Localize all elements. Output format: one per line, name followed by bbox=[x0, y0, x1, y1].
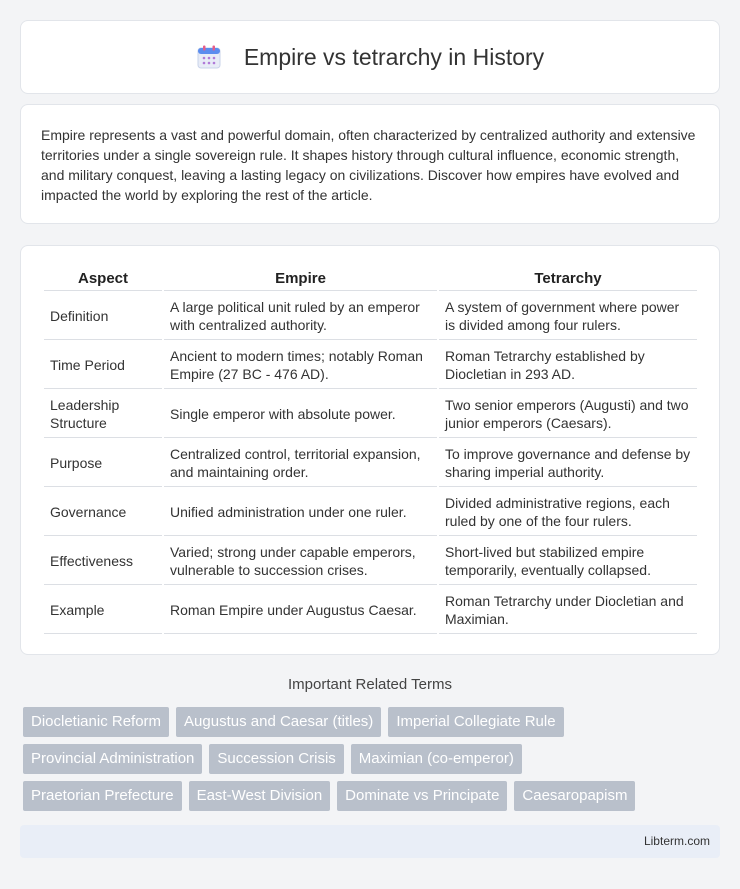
related-terms-list bbox=[23, 707, 723, 818]
empire-cell: A large political unit ruled by an emperor with centralized authority. bbox=[164, 293, 437, 340]
comparison-card bbox=[20, 245, 720, 655]
related-term-tag[interactable]: Succession Crisis bbox=[209, 744, 343, 774]
table-row bbox=[44, 342, 697, 389]
table-row bbox=[44, 489, 697, 536]
related-term-tag[interactable]: Praetorian Prefecture bbox=[23, 781, 182, 811]
title-card bbox=[20, 20, 720, 94]
tetrarchy-cell: Short-lived but stabilized empire temporarily, eventually collapsed. bbox=[439, 538, 697, 585]
tetrarchy-cell: Roman Tetrarchy established by Diocletian in 293 AD. bbox=[439, 342, 697, 389]
calendar-icon bbox=[196, 44, 222, 70]
tag-row bbox=[23, 707, 723, 737]
intro-text: Empire represents a vast and powerful domain, often characterized by centralized authority and extensive territories under a single sovereign rule. It shapes history through cultural influence, economic strength, and military conquest, leaving a lasting legacy on civilizations. Discover how empires have evolved and impacted the world by exploring the rest of the article. bbox=[41, 127, 696, 203]
tetrarchy-cell: Roman Tetrarchy under Diocletian and Maximian. bbox=[439, 587, 697, 634]
related-term-tag[interactable]: Maximian (co-emperor) bbox=[351, 744, 522, 774]
related-term-tag[interactable]: Augustus and Caesar (titles) bbox=[176, 707, 381, 737]
aspect-cell: Purpose bbox=[44, 440, 162, 487]
footer-site-link[interactable]: Libterm.com bbox=[643, 834, 710, 848]
related-term-tag[interactable]: Provincial Administration bbox=[23, 744, 202, 774]
tetrarchy-cell: To improve governance and defense by sharing imperial authority. bbox=[439, 440, 697, 487]
empire-cell: Roman Empire under Augustus Caesar. bbox=[164, 587, 437, 634]
aspect-cell: Definition bbox=[44, 293, 162, 340]
comparison-table bbox=[42, 264, 699, 636]
aspect-cell: Example bbox=[44, 587, 162, 634]
table-row bbox=[44, 440, 697, 487]
related-term-tag[interactable]: Imperial Collegiate Rule bbox=[388, 707, 563, 737]
related-term-tag[interactable]: Caesaropapism bbox=[514, 781, 635, 811]
empire-cell: Centralized control, territorial expansion, and maintaining order. bbox=[164, 440, 437, 487]
tag-row bbox=[23, 744, 723, 774]
aspect-cell: Governance bbox=[44, 489, 162, 536]
table-row bbox=[44, 293, 697, 340]
related-terms-title: Important Related Terms bbox=[288, 676, 452, 693]
tetrarchy-cell: Divided administrative regions, each ruled by one of the four rulers. bbox=[439, 489, 697, 536]
aspect-cell: Time Period bbox=[44, 342, 162, 389]
table-row bbox=[44, 587, 697, 634]
footer bbox=[20, 825, 720, 858]
aspect-cell: Effectiveness bbox=[44, 538, 162, 585]
aspect-cell: Leadership Structure bbox=[44, 391, 162, 438]
column-header-empire: Empire bbox=[164, 266, 437, 291]
tetrarchy-cell: A system of government where power is divided among four rulers. bbox=[439, 293, 697, 340]
table-row bbox=[44, 538, 697, 585]
tag-row bbox=[23, 781, 723, 811]
related-term-tag[interactable]: Diocletianic Reform bbox=[23, 707, 169, 737]
empire-cell: Single emperor with absolute power. bbox=[164, 391, 437, 438]
related-term-tag[interactable]: Dominate vs Principate bbox=[337, 781, 507, 811]
column-header-aspect: Aspect bbox=[44, 266, 162, 291]
empire-cell: Unified administration under one ruler. bbox=[164, 489, 437, 536]
column-header-tetrarchy: Tetrarchy bbox=[439, 266, 697, 291]
empire-cell: Varied; strong under capable emperors, vulnerable to succession crises. bbox=[164, 538, 437, 585]
intro-card bbox=[20, 104, 720, 224]
table-row bbox=[44, 391, 697, 438]
table-header-row bbox=[44, 266, 697, 291]
page-title: Empire vs tetrarchy in History bbox=[243, 43, 545, 70]
related-term-tag[interactable]: East-West Division bbox=[189, 781, 331, 811]
tetrarchy-cell: Two senior emperors (Augusti) and two junior emperors (Caesars). bbox=[439, 391, 697, 438]
empire-cell: Ancient to modern times; notably Roman Empire (27 BC - 476 AD). bbox=[164, 342, 437, 389]
